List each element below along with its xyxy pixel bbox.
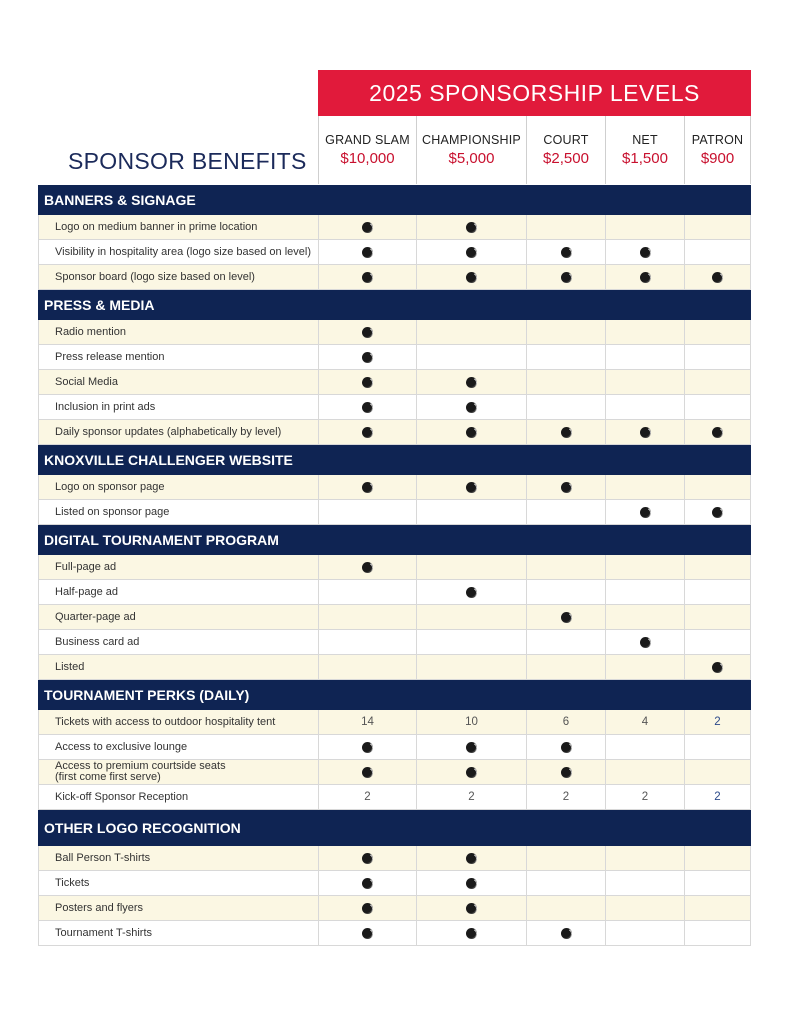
- benefit-cell: [416, 395, 526, 419]
- benefit-label: Access to exclusive lounge: [38, 735, 318, 759]
- benefit-cell: [605, 215, 684, 239]
- benefit-cell: [416, 370, 526, 394]
- benefit-cell: [684, 320, 751, 344]
- tennis-ball-icon: [362, 222, 373, 233]
- level-name: PATRON: [691, 133, 744, 147]
- benefit-cell: [684, 896, 751, 920]
- benefit-label: Tournament T-shirts: [38, 921, 318, 945]
- benefit-cell: [526, 500, 605, 524]
- benefit-cell: [416, 760, 526, 784]
- section-header: OTHER LOGO RECOGNITION: [38, 810, 751, 846]
- tennis-ball-icon: [362, 427, 373, 438]
- benefit-cell: [684, 215, 751, 239]
- section-header: BANNERS & SIGNAGE: [38, 185, 751, 215]
- tennis-ball-icon: [466, 377, 477, 388]
- benefit-cell: [318, 265, 416, 289]
- benefits-table: [38, 185, 751, 946]
- tennis-ball-icon: [561, 767, 572, 778]
- benefit-label: Posters and flyers: [38, 896, 318, 920]
- tennis-ball-icon: [362, 742, 373, 753]
- benefit-row: [38, 655, 751, 680]
- benefit-cell: [318, 215, 416, 239]
- tennis-ball-icon: [712, 272, 723, 283]
- benefit-label-note: (first come first serve): [55, 771, 161, 783]
- benefit-row: [38, 630, 751, 655]
- level-name: GRAND SLAM: [325, 133, 410, 147]
- benefit-cell: [684, 370, 751, 394]
- benefit-label: Full-page ad: [38, 555, 318, 579]
- benefit-cell: [684, 760, 751, 784]
- tennis-ball-icon: [362, 247, 373, 258]
- benefit-label-line: Access to premium courtside seats: [55, 760, 226, 772]
- benefit-row: [38, 420, 751, 445]
- tennis-ball-icon: [466, 928, 477, 939]
- benefit-cell: [684, 475, 751, 499]
- benefit-cell: [416, 896, 526, 920]
- benefit-cell: 4: [605, 710, 684, 734]
- benefit-cell: [684, 630, 751, 654]
- tennis-ball-icon: [362, 402, 373, 413]
- benefit-row: [38, 896, 751, 921]
- tennis-ball-icon: [640, 427, 651, 438]
- benefit-row: [38, 500, 751, 525]
- benefit-row: [38, 555, 751, 580]
- benefit-cell: [416, 240, 526, 264]
- benefit-cell: [605, 846, 684, 870]
- tennis-ball-icon: [466, 427, 477, 438]
- tennis-ball-icon: [466, 878, 477, 889]
- benefit-cell: [605, 760, 684, 784]
- tennis-ball-icon: [712, 662, 723, 673]
- benefit-cell: [416, 735, 526, 759]
- benefit-cell: [684, 395, 751, 419]
- benefit-cell: [318, 846, 416, 870]
- benefit-cell: [526, 630, 605, 654]
- benefit-row: [38, 395, 751, 420]
- benefit-cell: [605, 395, 684, 419]
- tennis-ball-icon: [466, 903, 477, 914]
- benefit-cell: [318, 370, 416, 394]
- tennis-ball-icon: [466, 482, 477, 493]
- section-header: TOURNAMENT PERKS (DAILY): [38, 680, 751, 710]
- benefit-row: [38, 760, 751, 785]
- benefit-cell: [605, 871, 684, 895]
- benefit-cell: [605, 921, 684, 945]
- level-price: $1,500: [622, 150, 668, 167]
- tennis-ball-icon: [466, 742, 477, 753]
- benefit-cell: [526, 846, 605, 870]
- benefit-cell: [605, 896, 684, 920]
- tennis-ball-icon: [466, 222, 477, 233]
- benefit-cell: [416, 555, 526, 579]
- benefit-cell: [526, 215, 605, 239]
- benefit-cell: 2: [605, 785, 684, 809]
- benefit-cell: [605, 555, 684, 579]
- tennis-ball-icon: [561, 247, 572, 258]
- benefit-row: [38, 735, 751, 760]
- benefit-row: [38, 345, 751, 370]
- level-price: $5,000: [448, 150, 495, 167]
- tennis-ball-icon: [362, 928, 373, 939]
- benefit-row: [38, 846, 751, 871]
- benefit-cell: [684, 735, 751, 759]
- tennis-ball-icon: [362, 878, 373, 889]
- benefit-cell: [605, 370, 684, 394]
- benefit-label: Visibility in hospitality area (logo size based on level): [38, 240, 318, 264]
- benefit-cell: [318, 655, 416, 679]
- tennis-ball-icon: [561, 742, 572, 753]
- benefit-row: [38, 475, 751, 500]
- benefit-cell: [684, 555, 751, 579]
- level-price: $900: [700, 150, 735, 167]
- benefit-label: Tickets with access to outdoor hospitality tent: [38, 710, 318, 734]
- level-column-header: [605, 116, 684, 184]
- section-header: KNOXVILLE CHALLENGER WEBSITE: [38, 445, 751, 475]
- benefit-cell: [684, 846, 751, 870]
- benefit-cell: [318, 420, 416, 444]
- benefit-cell: 14: [318, 710, 416, 734]
- benefit-label: Daily sponsor updates (alphabetically by level): [38, 420, 318, 444]
- benefit-cell: [416, 605, 526, 629]
- benefit-cell: 6: [526, 710, 605, 734]
- benefit-cell: [684, 605, 751, 629]
- benefit-label: Press release mention: [38, 345, 318, 369]
- benefit-cell: [416, 846, 526, 870]
- benefit-cell: [605, 735, 684, 759]
- benefit-cell: [416, 921, 526, 945]
- benefit-cell: [318, 320, 416, 344]
- benefit-cell: [684, 240, 751, 264]
- benefit-cell: 10: [416, 710, 526, 734]
- benefit-cell: [318, 345, 416, 369]
- benefit-cell: [684, 420, 751, 444]
- tennis-ball-icon: [561, 427, 572, 438]
- benefit-row: [38, 871, 751, 896]
- tennis-ball-icon: [362, 352, 373, 363]
- section-header: DIGITAL TOURNAMENT PROGRAM: [38, 525, 751, 555]
- benefit-cell: [416, 475, 526, 499]
- benefit-cell: [526, 871, 605, 895]
- benefit-cell: [684, 265, 751, 289]
- benefit-cell: [416, 345, 526, 369]
- level-column-header: [684, 116, 751, 184]
- level-column-header: [318, 116, 416, 184]
- tennis-ball-icon: [362, 767, 373, 778]
- benefit-cell: [684, 871, 751, 895]
- benefit-cell: [318, 630, 416, 654]
- benefit-cell: [684, 655, 751, 679]
- benefit-label: Kick-off Sponsor Reception: [38, 785, 318, 809]
- level-column-header: [416, 116, 526, 184]
- benefit-cell: 2: [318, 785, 416, 809]
- tennis-ball-icon: [362, 327, 373, 338]
- benefit-cell: [416, 630, 526, 654]
- levels-header: [318, 116, 751, 184]
- benefit-row: [38, 785, 751, 810]
- benefit-label: Radio mention: [38, 320, 318, 344]
- benefit-cell: [605, 630, 684, 654]
- tennis-ball-icon: [466, 853, 477, 864]
- benefit-label: Sponsor board (logo size based on level): [38, 265, 318, 289]
- sponsor-benefits-title: SPONSOR BENEFITS: [68, 148, 307, 174]
- benefit-cell: [605, 605, 684, 629]
- benefit-cell: [416, 655, 526, 679]
- benefit-cell: 2: [526, 785, 605, 809]
- benefit-cell: [318, 475, 416, 499]
- benefit-cell: [318, 580, 416, 604]
- benefit-cell: [318, 896, 416, 920]
- benefit-cell: [526, 921, 605, 945]
- benefit-cell: [416, 500, 526, 524]
- tennis-ball-icon: [712, 427, 723, 438]
- benefit-cell: [526, 240, 605, 264]
- benefit-cell: [526, 760, 605, 784]
- tennis-ball-icon: [362, 853, 373, 864]
- benefit-cell: [526, 395, 605, 419]
- tennis-ball-icon: [362, 377, 373, 388]
- benefit-cell: [684, 345, 751, 369]
- level-name: CHAMPIONSHIP: [422, 133, 521, 147]
- benefit-cell: [526, 320, 605, 344]
- benefit-cell: [318, 605, 416, 629]
- section-header: PRESS & MEDIA: [38, 290, 751, 320]
- benefit-label: Half-page ad: [38, 580, 318, 604]
- benefit-row: [38, 580, 751, 605]
- benefit-cell: [318, 500, 416, 524]
- benefit-label: Tickets: [38, 871, 318, 895]
- benefit-cell: [318, 395, 416, 419]
- tennis-ball-icon: [466, 587, 477, 598]
- benefit-cell: [605, 500, 684, 524]
- benefit-cell: 2: [684, 710, 751, 734]
- benefit-label: Quarter-page ad: [38, 605, 318, 629]
- benefit-cell: [526, 555, 605, 579]
- benefit-cell: [605, 265, 684, 289]
- benefit-cell: [526, 896, 605, 920]
- tennis-ball-icon: [561, 482, 572, 493]
- tennis-ball-icon: [640, 247, 651, 258]
- benefit-cell: [318, 735, 416, 759]
- level-price: $10,000: [340, 150, 395, 167]
- tennis-ball-icon: [362, 562, 373, 573]
- benefit-label: Ball Person T-shirts: [38, 846, 318, 870]
- level-column-header: [526, 116, 605, 184]
- tennis-ball-icon: [561, 272, 572, 283]
- benefit-cell: [605, 420, 684, 444]
- tennis-ball-icon: [466, 767, 477, 778]
- benefit-cell: [318, 760, 416, 784]
- tennis-ball-icon: [640, 637, 651, 648]
- benefit-cell: [605, 475, 684, 499]
- benefit-cell: [318, 555, 416, 579]
- benefit-cell: [605, 655, 684, 679]
- benefit-cell: [416, 420, 526, 444]
- benefit-cell: [526, 580, 605, 604]
- benefit-cell: [526, 265, 605, 289]
- tennis-ball-icon: [640, 272, 651, 283]
- benefit-cell: [526, 655, 605, 679]
- benefit-cell: [416, 580, 526, 604]
- benefit-cell: [684, 500, 751, 524]
- benefit-cell: [416, 871, 526, 895]
- benefit-cell: [416, 215, 526, 239]
- benefit-cell: [684, 921, 751, 945]
- tennis-ball-icon: [362, 482, 373, 493]
- benefit-cell: [318, 921, 416, 945]
- benefit-row: [38, 710, 751, 735]
- benefit-cell: [526, 420, 605, 444]
- benefit-cell: [416, 265, 526, 289]
- benefit-cell: [318, 240, 416, 264]
- benefit-row: [38, 370, 751, 395]
- benefit-row: [38, 605, 751, 630]
- tennis-ball-icon: [466, 247, 477, 258]
- tennis-ball-icon: [712, 507, 723, 518]
- benefit-cell: [605, 320, 684, 344]
- benefit-cell: [605, 580, 684, 604]
- benefit-cell: 2: [416, 785, 526, 809]
- tennis-ball-icon: [640, 507, 651, 518]
- level-name: COURT: [543, 133, 589, 147]
- level-name: NET: [632, 133, 658, 147]
- benefit-cell: 2: [684, 785, 751, 809]
- benefit-cell: [318, 871, 416, 895]
- benefit-label: Inclusion in print ads: [38, 395, 318, 419]
- level-price: $2,500: [543, 150, 589, 167]
- benefit-row: [38, 921, 751, 946]
- benefit-cell: [526, 475, 605, 499]
- benefit-cell: [416, 320, 526, 344]
- tennis-ball-icon: [466, 402, 477, 413]
- benefit-cell: [684, 580, 751, 604]
- benefit-label: Listed on sponsor page: [38, 500, 318, 524]
- benefit-cell: [526, 735, 605, 759]
- sponsorship-levels-banner: 2025 SPONSORSHIP LEVELS: [318, 70, 751, 116]
- benefit-label: Business card ad: [38, 630, 318, 654]
- tennis-ball-icon: [362, 903, 373, 914]
- benefit-cell: [605, 240, 684, 264]
- benefit-label: Social Media: [38, 370, 318, 394]
- benefit-cell: [605, 345, 684, 369]
- benefit-row: [38, 215, 751, 240]
- tennis-ball-icon: [561, 928, 572, 939]
- benefit-cell: [526, 345, 605, 369]
- tennis-ball-icon: [561, 612, 572, 623]
- tennis-ball-icon: [466, 272, 477, 283]
- benefit-row: [38, 240, 751, 265]
- benefit-label: [38, 760, 318, 784]
- benefit-row: [38, 320, 751, 345]
- benefit-cell: [526, 370, 605, 394]
- benefit-cell: [526, 605, 605, 629]
- benefit-label: Listed: [38, 655, 318, 679]
- benefit-row: [38, 265, 751, 290]
- benefit-label: Logo on sponsor page: [38, 475, 318, 499]
- benefit-label: Logo on medium banner in prime location: [38, 215, 318, 239]
- tennis-ball-icon: [362, 272, 373, 283]
